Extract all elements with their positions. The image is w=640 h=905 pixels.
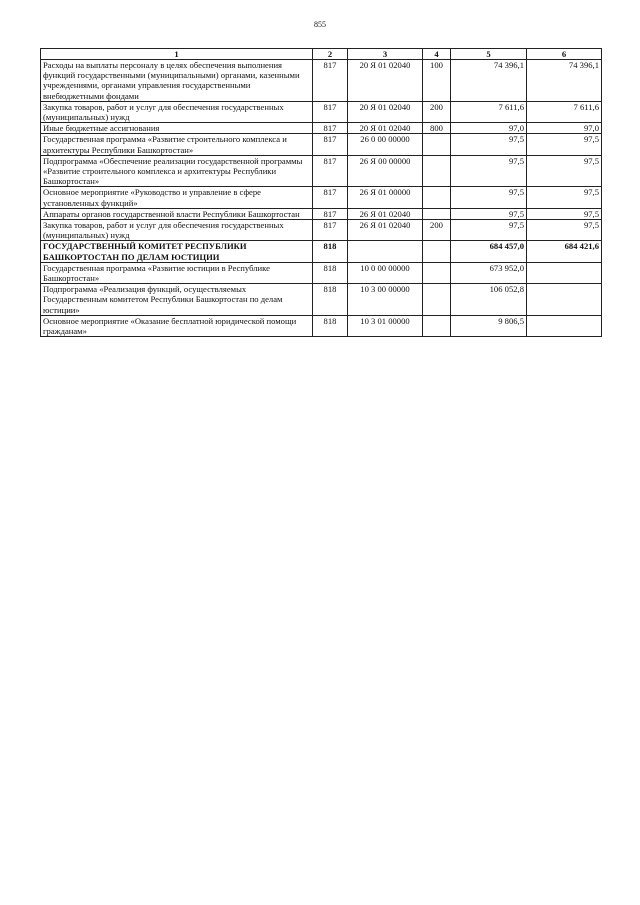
row-value-1-cell: 684 457,0 [451, 241, 527, 262]
row-value-1-cell: 97,0 [451, 123, 527, 134]
column-header: 6 [527, 49, 602, 60]
table-row [41, 134, 602, 155]
row-value-2-cell: 7 611,6 [527, 101, 602, 122]
row-type-cell: 200 [423, 220, 451, 241]
row-code-cell: 817 [313, 60, 348, 102]
row-type-cell: 100 [423, 60, 451, 102]
row-type-cell [423, 262, 451, 283]
row-type-cell: 200 [423, 101, 451, 122]
row-type-cell [423, 134, 451, 155]
row-code-cell: 817 [313, 101, 348, 122]
table-row [41, 187, 602, 208]
row-value-1-cell: 7 611,6 [451, 101, 527, 122]
row-value-2-cell: 97,5 [527, 155, 602, 187]
row-name-cell: Государственная программа «Развитие юстиции в Республике Башкортостан» [41, 262, 313, 283]
column-header: 4 [423, 49, 451, 60]
row-value-1-cell: 97,5 [451, 187, 527, 208]
row-name-cell: Закупка товаров, работ и услуг для обеспечения государственных (муниципальных) нужд [41, 220, 313, 241]
row-name-cell: Подпрограмма «Обеспечение реализации государственной программы «Развитие строительного комплекса и архитектуры Республики Башкортостан» [41, 155, 313, 187]
row-article-cell: 10 0 00 00000 [348, 262, 423, 283]
row-code-cell: 817 [313, 187, 348, 208]
row-value-1-cell: 9 806,5 [451, 315, 527, 336]
row-value-2-cell [527, 284, 602, 316]
table-row [41, 220, 602, 241]
row-value-1-cell: 106 052,8 [451, 284, 527, 316]
row-value-2-cell: 97,5 [527, 134, 602, 155]
table-row [41, 262, 602, 283]
table-row [41, 101, 602, 122]
row-type-cell [423, 241, 451, 262]
row-name-cell: Расходы на выплаты персоналу в целях обеспечения выполнения функций государственными (муниципальными) органами, казенными учреждениями, органами управления государственными внебюджетными фондами [41, 60, 313, 102]
table-row [41, 315, 602, 336]
column-header: 1 [41, 49, 313, 60]
row-type-cell [423, 284, 451, 316]
row-code-cell: 818 [313, 284, 348, 316]
row-name-cell: Основное мероприятие «Оказание бесплатной юридической помощи гражданам» [41, 315, 313, 336]
column-header: 5 [451, 49, 527, 60]
row-code-cell: 817 [313, 155, 348, 187]
row-value-1-cell: 97,5 [451, 134, 527, 155]
row-value-1-cell: 97,5 [451, 220, 527, 241]
row-value-2-cell: 74 396,1 [527, 60, 602, 102]
row-article-cell: 20 Я 01 02040 [348, 123, 423, 134]
row-name-cell: Государственная программа «Развитие строительного комплекса и архитектуры Республики Башкортостан» [41, 134, 313, 155]
row-article-cell: 26 Я 00 00000 [348, 155, 423, 187]
row-code-cell: 817 [313, 123, 348, 134]
row-article-cell: 10 3 00 00000 [348, 284, 423, 316]
table-row [41, 123, 602, 134]
row-name-cell: Подпрограмма «Реализация функций, осуществляемых Государственным комитетом Республики Башкортостан по делам юстиции» [41, 284, 313, 316]
row-code-cell: 817 [313, 208, 348, 219]
table-body [41, 60, 602, 337]
row-value-2-cell: 97,0 [527, 123, 602, 134]
table-row [41, 241, 602, 262]
table-row [41, 284, 602, 316]
row-value-2-cell: 684 421,6 [527, 241, 602, 262]
page-number: 855 [314, 20, 326, 29]
row-type-cell [423, 208, 451, 219]
row-name-cell: Иные бюджетные ассигнования [41, 123, 313, 134]
table-row [41, 155, 602, 187]
row-value-2-cell: 97,5 [527, 220, 602, 241]
table-row [41, 60, 602, 102]
row-article-cell: 20 Я 01 02040 [348, 101, 423, 122]
row-type-cell [423, 187, 451, 208]
row-article-cell [348, 241, 423, 262]
row-value-2-cell: 97,5 [527, 208, 602, 219]
row-article-cell: 26 Я 01 02040 [348, 220, 423, 241]
row-name-cell: ГОСУДАРСТВЕННЫЙ КОМИТЕТ РЕСПУБЛИКИ БАШКОРТОСТАН ПО ДЕЛАМ ЮСТИЦИИ [41, 241, 313, 262]
row-code-cell: 817 [313, 134, 348, 155]
row-value-2-cell [527, 262, 602, 283]
row-name-cell: Основное мероприятие «Руководство и управление в сфере установленных функций» [41, 187, 313, 208]
row-code-cell: 818 [313, 241, 348, 262]
row-article-cell: 26 Я 01 02040 [348, 208, 423, 219]
row-name-cell: Аппараты органов государственной власти Республики Башкортостан [41, 208, 313, 219]
row-article-cell: 20 Я 01 02040 [348, 60, 423, 102]
row-type-cell: 800 [423, 123, 451, 134]
table-header-row [41, 49, 602, 60]
row-code-cell: 818 [313, 315, 348, 336]
row-type-cell [423, 315, 451, 336]
table-row [41, 208, 602, 219]
column-header: 2 [313, 49, 348, 60]
column-header: 3 [348, 49, 423, 60]
row-value-2-cell: 97,5 [527, 187, 602, 208]
row-code-cell: 818 [313, 262, 348, 283]
row-article-cell: 26 Я 01 00000 [348, 187, 423, 208]
row-article-cell: 10 3 01 00000 [348, 315, 423, 336]
budget-table [40, 48, 602, 337]
row-value-1-cell: 97,5 [451, 208, 527, 219]
row-value-1-cell: 74 396,1 [451, 60, 527, 102]
row-value-2-cell [527, 315, 602, 336]
row-article-cell: 26 0 00 00000 [348, 134, 423, 155]
row-name-cell: Закупка товаров, работ и услуг для обеспечения государственных (муниципальных) нужд [41, 101, 313, 122]
row-code-cell: 817 [313, 220, 348, 241]
row-value-1-cell: 97,5 [451, 155, 527, 187]
row-type-cell [423, 155, 451, 187]
row-value-1-cell: 673 952,0 [451, 262, 527, 283]
